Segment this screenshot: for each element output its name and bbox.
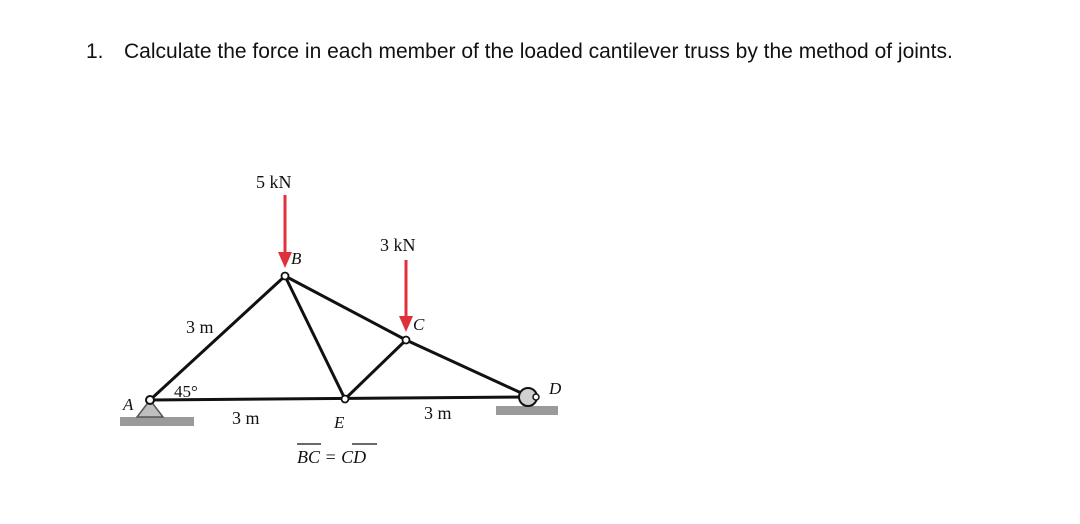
question-body: Calculate the force in each member of the loaded cantilever truss by the method of joints. <box>124 40 953 63</box>
member-BC <box>285 276 406 340</box>
note-bc-cd: BC = CD <box>297 447 367 467</box>
joint-E <box>342 396 349 403</box>
truss-members <box>150 276 530 400</box>
dim-label-AE: 3 m <box>232 408 260 428</box>
angle-label-A: 45° <box>174 382 198 401</box>
question-number: 1. <box>86 40 104 63</box>
joint-B <box>282 273 289 280</box>
ground-left <box>120 417 194 426</box>
joint-label-B: B <box>291 249 302 268</box>
roller-support-D <box>519 388 539 406</box>
joint-label-A: A <box>123 395 134 414</box>
member-AB <box>150 276 285 400</box>
joint-label-C: C <box>413 315 425 334</box>
joint-C <box>403 337 410 344</box>
member-CD <box>406 340 530 397</box>
member-AD <box>150 397 530 400</box>
dim-label-AB: 3 m <box>186 317 214 337</box>
dim-label-ED: 3 m <box>424 403 452 423</box>
member-CE <box>345 340 406 399</box>
load-label-C: 3 kN <box>380 235 416 255</box>
joint-label-D: D <box>549 379 562 398</box>
member-BE <box>285 276 345 399</box>
joint-label-E: E <box>334 413 345 432</box>
ground-right <box>496 406 558 415</box>
load-arrow-B <box>278 195 292 268</box>
load-arrow-C <box>399 260 413 332</box>
load-label-B: 5 kN <box>256 172 292 192</box>
